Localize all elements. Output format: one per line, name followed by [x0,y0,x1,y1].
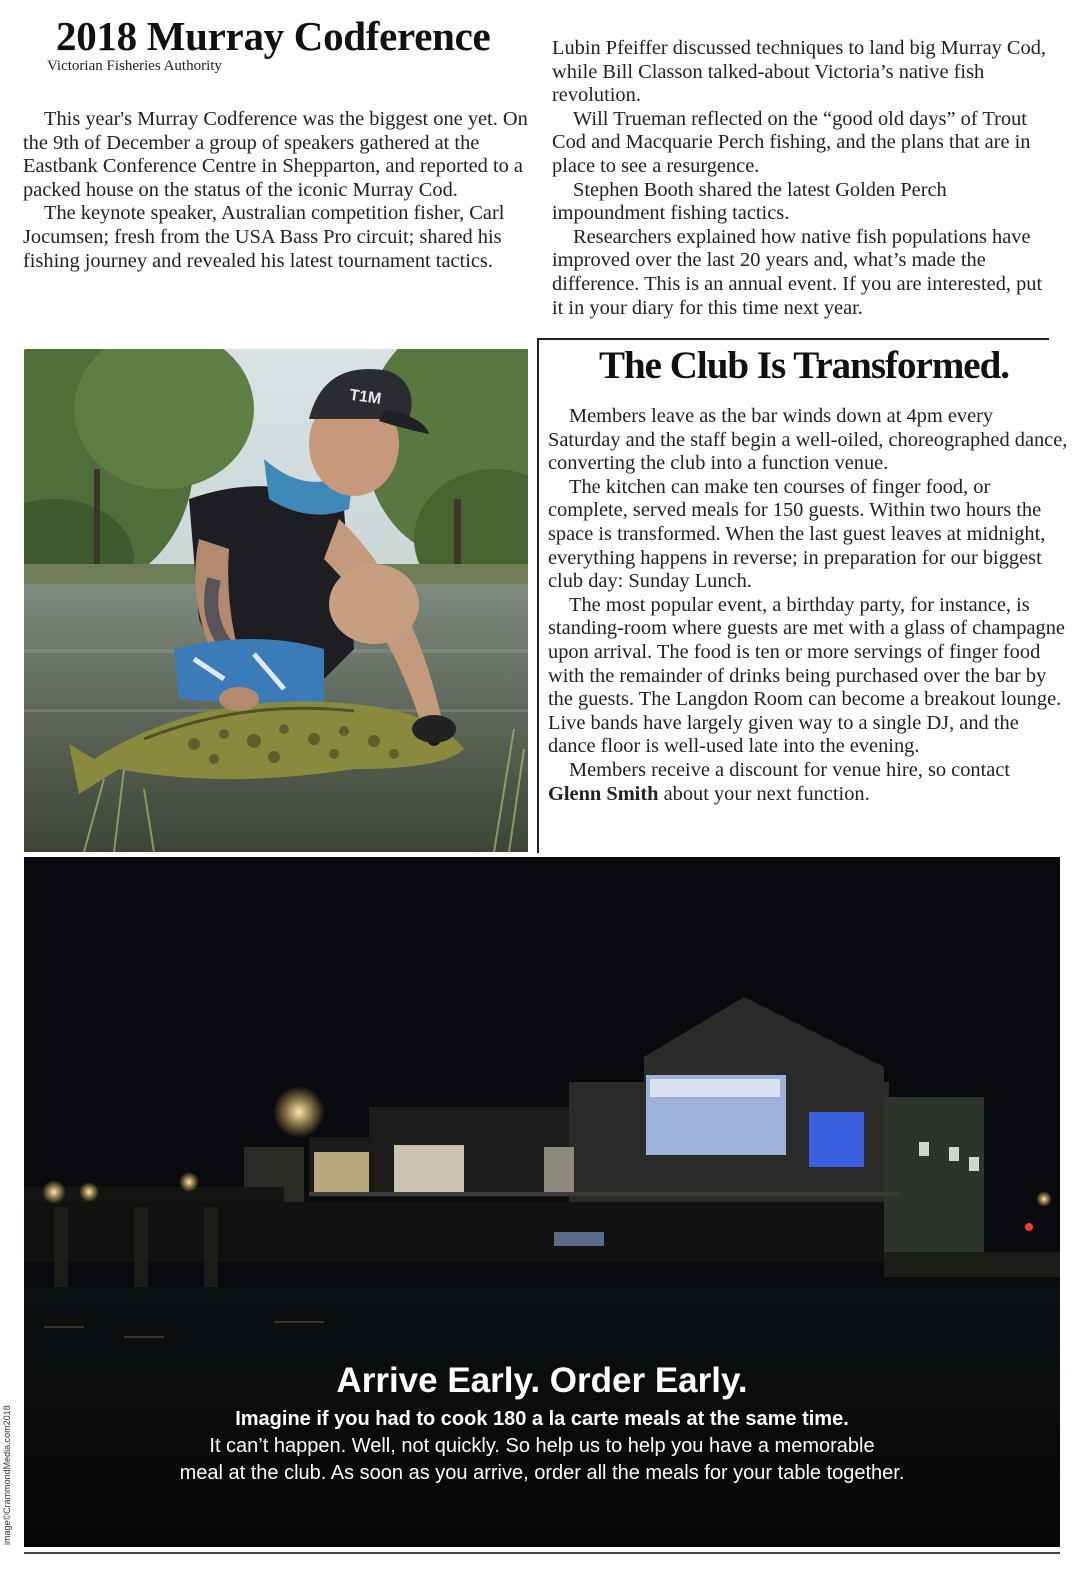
article2-paragraph: The kitchen can make ten courses of finger food, or complete, served meals for 150 guests. Within two hours the space is transformed. When the last guest leaves at midnight, everything happens in reverse; in preparation for our biggest club day: Sunday Lunch. [548,475,1046,593]
article1-paragraph: Stephen Booth shared the latest Golden Perch impoundment fishing tactics. [552,178,947,225]
article2-closing [548,759,1068,806]
article2-paragraph: Live bands have largely given way to a single DJ, and the dance floor is well-used late into the evening. [548,711,1019,758]
article2-column [548,405,1068,806]
banner-subhead: Imagine if you had to cook 180 a la carte meals at the same time. [235,1408,849,1430]
contact-name: Glenn Smith [548,782,659,805]
image-credit: image©CrammondMedia.com2018 [2,1405,12,1545]
article1-left-column [23,108,538,273]
fisherman-photo [24,349,528,852]
article1-right-column [552,37,1052,320]
article1-paragraph: The keynote speaker, Australian competition fisher, Carl Jocumsen; fresh from the USA Bass Pro circuit; shared his fishing journey and revealed his latest tournament tactics. [23,202,505,272]
cap-logo: T1M [348,386,383,409]
article1-paragraph: This year's Murray Codference was the biggest one yet. On the 9th of December a group of speakers gathered at the Eastbank Conference Centre in Shepparton, and reported to a packed house on the status of the iconic Murray Cod. [23,108,528,201]
closing-text: about your next function. [658,782,870,805]
section-divider [537,338,1049,340]
article2-title: The Club Is Transformed. [598,344,1010,387]
article1-byline: Victorian Fisheries Authority [47,58,222,74]
article2-paragraph: The most popular event, a birthday party, for instance, is standing-room where guests are met with a glass of champagne upon arrival. The food is ten or more servings of finger food with the remainder of drinks being purchased over the bar by the guests. The Langdon Room can become a breakout lounge. [548,593,1065,711]
banner-body-line: meal at the club. As soon as you arrive, order all the meals for your table together. [179,1462,905,1484]
column-divider [537,338,539,853]
article1-paragraph: Researchers explained how native fish populations have improved over the last 20 years and, what’s made the difference. This is an annual event. If you are interested, put it in your diary for this time next year. [552,225,1043,319]
article1-paragraph: Will Trueman reflected on the “good old days” of Trout Cod and Macquarie Perch fishing, and the plans that are in place to see a resurgence. [552,107,1031,177]
article1-title: 2018 Murray Codference [56,13,491,59]
banner-headline: Arrive Early. Order Early. [336,1361,748,1400]
article1-paragraph: Lubin Pfeiffer discussed techniques to land big Murray Cod, while Bill Classon talked-about Victoria’s native fish revolution. [552,37,1047,107]
banner [24,1360,1060,1487]
article2-paragraph: Members leave as the bar winds down at 4pm every Saturday and the staff begin a well-oiled, choreographed dance, converting the club into a function venue. [548,405,1068,475]
closing-text: Members receive a discount for venue hire, so contact [569,758,1011,781]
bottom-rule [24,1552,1060,1554]
banner-body-line: It can’t happen. Well, not quickly. So help us to help you have a memorable [209,1435,875,1457]
